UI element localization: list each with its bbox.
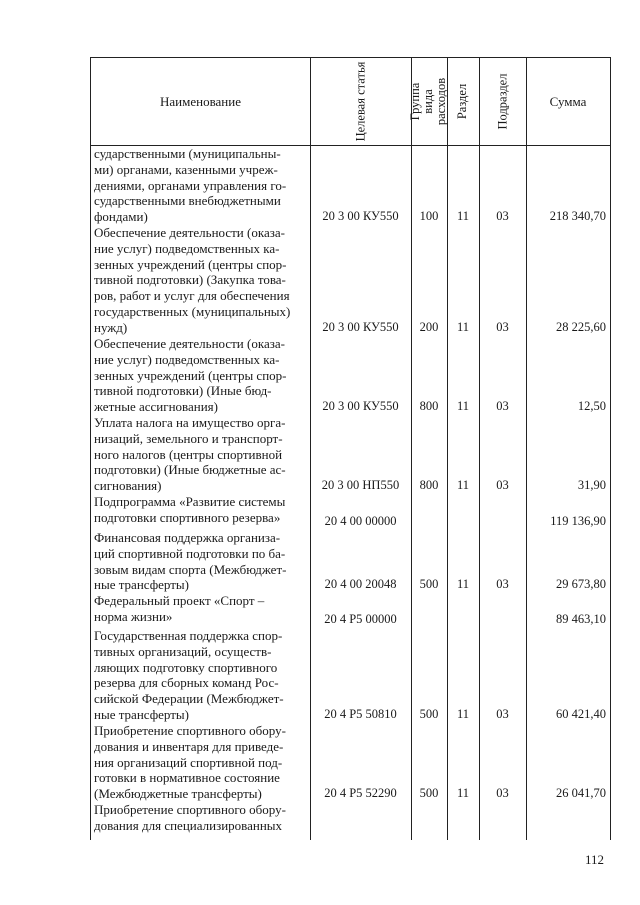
row-name: Финансовая поддержка организа- ций спортивной подготовки по ба- зовым видам спорта (Межбюджет- ные трансферты)	[94, 530, 287, 593]
row-sum: 89 463,10	[556, 612, 606, 626]
row-code: 20 4 00 20048	[324, 577, 397, 591]
row-section: 11	[456, 577, 470, 591]
row-subsection: 03	[496, 786, 509, 800]
row-code: 20 4 P5 52290	[324, 786, 397, 800]
row-section: 11	[456, 707, 470, 721]
row-name: Федеральный проект «Спорт – норма жизни»	[94, 593, 265, 624]
header-code: Целевая статья	[353, 61, 367, 142]
row-name: Уплата налога на имущество орга- низаций, земельного и транспорт- ного налогов (центры спортивной подготовки) (Иные бюджетные ас- сигнования)	[94, 415, 286, 494]
row-name: Подпрограмма «Развитие системы подготовки спортивного резерва»	[94, 494, 286, 525]
row-sum: 119 136,90	[550, 514, 606, 528]
header-group: Группа вида расходов	[408, 77, 449, 126]
row-group: 800	[419, 399, 439, 413]
header-name: Наименование	[160, 93, 241, 109]
row-group: 100	[419, 209, 439, 223]
row-group: 500	[419, 577, 439, 591]
row-group: 500	[419, 786, 439, 800]
row-sum: 12,50	[577, 399, 606, 413]
row-sum: 218 340,70	[549, 209, 606, 223]
header-code-cell	[310, 58, 411, 145]
row-subsection: 03	[496, 320, 509, 334]
row-section: 11	[456, 209, 470, 223]
header-section-cell	[447, 58, 479, 145]
row-code: 20 4 P5 50810	[324, 707, 397, 721]
row-code: 20 3 00 КУ550	[322, 399, 399, 413]
row-sum: 26 041,70	[556, 786, 606, 800]
row-name: Обеспечение деятельности (оказа- ние услуг) подведомственных ка- зенных учреждений (центры спор- тивной подготовки) (Иные бюд- жетные ассигнования)	[94, 336, 287, 415]
row-code: 20 3 00 НП550	[321, 478, 400, 492]
row-subsection: 03	[496, 399, 509, 413]
row-sum: 29 673,80	[556, 577, 606, 591]
row-group: 200	[419, 320, 439, 334]
header-sum: Сумма	[549, 93, 587, 109]
row-subsection: 03	[496, 478, 509, 492]
header-section: Раздел	[455, 83, 470, 120]
row-sum: 31,90	[577, 478, 606, 492]
row-group: 800	[419, 478, 439, 492]
row-code: 20 3 00 КУ550	[322, 209, 399, 223]
row-code: 20 4 P5 00000	[324, 612, 397, 626]
row-name: Государственная поддержка спор- тивных организаций, осуществ- ляющих подготовку спортивного резерва для сборных команд Рос- сийской Федерации (Межбюджет- ные трансферты)	[94, 628, 284, 722]
row-name: Приобретение спортивного обору- дования для специализированных	[94, 802, 286, 833]
row-section: 11	[456, 786, 470, 800]
page-number: 112	[585, 852, 605, 867]
header-group-cell	[408, 58, 449, 145]
header-subsection-cell	[479, 58, 526, 145]
row-section: 11	[456, 320, 470, 334]
row-section: 11	[456, 399, 470, 413]
row-subsection: 03	[496, 209, 509, 223]
row-name: сударственными (муниципальны- ми) органами, казенными учреж- дениями, органами управления го- сударственными внебюджетными фондами)	[94, 146, 287, 225]
row-sum: 28 225,60	[556, 320, 606, 334]
row-code: 20 3 00 КУ550	[322, 320, 399, 334]
budget-table	[90, 57, 611, 840]
row-section: 11	[456, 478, 470, 492]
row-group: 500	[419, 707, 439, 721]
row-subsection: 03	[496, 577, 509, 591]
row-sum: 60 421,40	[556, 707, 606, 721]
row-code: 20 4 00 00000	[324, 514, 397, 528]
header-subsection: Подраздел	[495, 73, 509, 130]
row-subsection: 03	[496, 707, 509, 721]
row-name: Обеспечение деятельности (оказа- ние услуг) подведомственных ка- зенных учреждений (центры спор- тивной подготовки) (Закупка това- ров, работ и услуг для обеспечения государственных (муниципальных) нужд)	[94, 225, 291, 335]
row-name: Приобретение спортивного обору- дования и инвентаря для приведе- ния организаций спортивной под- готовки в нормативное состояние (Межбюджетные трансферты)	[94, 723, 286, 802]
